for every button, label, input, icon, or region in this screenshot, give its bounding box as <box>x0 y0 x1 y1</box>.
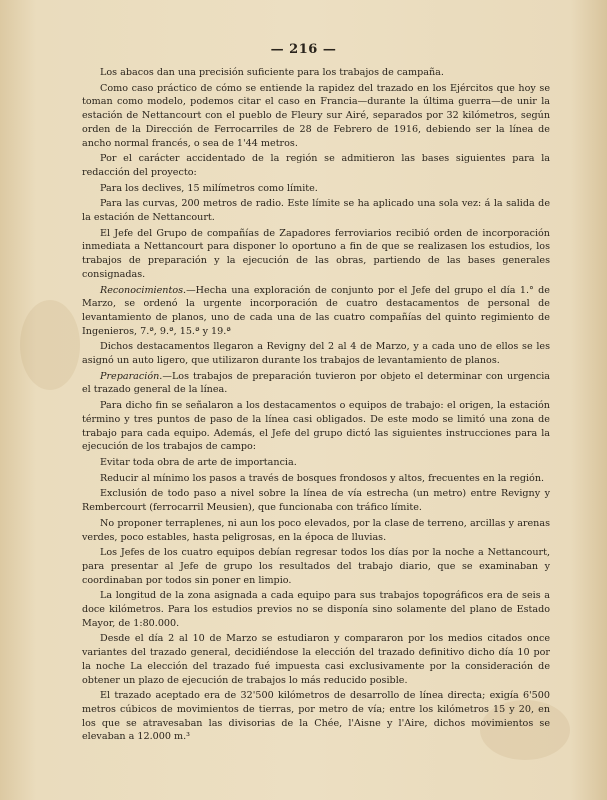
paragraph-text: Los abacos dan una precisión suficiente para los trabajos de campaña. <box>100 67 444 78</box>
paragraph <box>82 227 550 282</box>
section-heading: Preparación. <box>100 370 163 382</box>
paragraph-text: —Hecha una exploración de conjunto por el Jefe del grupo el día 1.° de Marzo, se ordenó la urgente incorporación de cuatro destacamentos de personal de levantamiento de planos, uno de cada una de las cuatro compañías del quinto regimiento de Ingenieros, 7.ª, 9.ª, 15.ª y 19.ª <box>82 284 550 337</box>
paragraph-text: Desde el día 2 al 10 de Marzo se estudiaron y compararon por los medios citados once variantes del trazado general, decidiéndose la elección del trazado definitivo dicho día 10 por la noche La elección del trazado fué impuesta casi exclusivamente por la consideración de obtener un plazo de ejecución de trabajos lo más reducido posible. <box>82 633 550 686</box>
paragraph-text: Como caso práctico de cómo se entiende la rapidez del trazado en los Ejércitos que hoy se toman como modelo, podemos citar el caso en Francia—durante la última guerra—de unir la estación de Nettancourt con el pueblo de Fleury sur Airé, separados por 32 kilómetros, según orden de la Dirección de Ferrocarriles de 28 de Febrero de 1916, debiendo ser la línea de ancho normal francés, o sea de 1'44 metros. <box>82 82 550 149</box>
paragraph-text: No proponer terraplenes, ni aun los poco elevados, por la clase de terreno, arcillas y arenas verdes, poco estables, hasta peligrosas, en la época de lluvias. <box>82 517 550 543</box>
paragraph-text: La longitud de la zona asignada a cada equipo para sus trabajos topográficos era de seis a doce kilómetros. Para los estudios previos no se disponía sino solamente del plano de Estado Mayor, de 1:80.000. <box>82 590 550 629</box>
paragraph <box>82 399 550 454</box>
paragraph-text: —Los trabajos de preparación tuvieron por objeto el determinar con urgencia el trazado general de la línea. <box>82 370 550 396</box>
document-body <box>82 66 550 746</box>
paragraph <box>82 66 550 80</box>
section-heading: Reconocimientos. <box>100 284 187 296</box>
paragraph <box>82 589 550 630</box>
paragraph-text: Dichos destacamentos llegaron a Revigny del 2 al 4 de Marzo, y a cada uno de ellos se les asignó un auto ligero, que utilizaron durante los trabajos de levantamiento de planos. <box>82 341 550 367</box>
paragraph <box>82 689 550 744</box>
paragraph <box>82 182 550 196</box>
paragraph-text: Por el carácter accidentado de la región se admitieron las bases siguientes para la redacción del proyecto: <box>82 153 550 178</box>
paragraph-text: Los Jefes de los cuatro equipos debían regresar todos los días por la noche a Nettancourt, para presentar al Jefe de grupo los resultados del trabajo diario, que se examinaban y coordinaban por todos sin poner en limpio. <box>82 547 550 586</box>
paragraph <box>82 284 550 339</box>
paragraph <box>82 152 550 179</box>
paragraph <box>82 487 550 514</box>
paragraph-text: Para los declives, 15 milímetros como límite. <box>100 182 318 194</box>
paragraph <box>82 370 550 397</box>
page-number: — 216 — <box>270 42 337 57</box>
paragraph <box>82 632 550 687</box>
paragraph-text: Reducir al mínimo los pasos a través de bosques frondosos y altos, frecuentes en la región. <box>100 472 545 484</box>
paper-stain <box>20 300 80 390</box>
paragraph-text: Para dicho fin se señalaron a los destacamentos o equipos de trabajo: el origen, la estación término y tres puntos de paso de la línea casi obligados. De este modo se limitó una zona de trabajo para cada equipo. Además, el Jefe del grupo dictó las siguientes instrucciones para la ejecución de los trabajos de campo: <box>82 400 550 453</box>
paragraph-text: El trazado aceptado era de 32'500 kilómetros de desarrollo de línea directa; exigía 6'500 metros cúbicos de movimientos de tierras, por metro de vía; entre los kilómetros 15 y 20, en los que se atravesaban las divisorias de la Chée, l'Aisne y l'Aire, dichos movimientos se elevaban a 12.000 m.³ <box>82 690 550 743</box>
paragraph-text: Evitar toda obra de arte de importancia. <box>100 456 297 468</box>
paragraph-text: Para las curvas, 200 metros de radio. Este límite se ha aplicado una sola vez: á la salida de la estación de Nettancourt. <box>82 198 550 224</box>
paragraph <box>82 517 550 544</box>
paragraph <box>82 82 550 151</box>
paragraph <box>82 472 550 486</box>
paragraph-text: Exclusión de todo paso a nivel sobre la línea de vía estrecha (un metro) entre Revigny y Rembercourt (ferrocarril Meusien), que funcionaba con tráfico límite. <box>82 488 550 514</box>
paragraph-text: El Jefe del Grupo de compañías de Zapadores ferroviarios recibió orden de incorporación inmediata a Nettancourt para disponer lo oportuno a fin de que se realizasen los estudios, los trabajos de preparación y la ejecución de las obras, partiendo de las bases generales consignadas. <box>82 227 550 280</box>
paragraph <box>82 456 550 470</box>
paragraph <box>82 197 550 224</box>
paragraph <box>82 546 550 587</box>
paragraph <box>82 340 550 367</box>
